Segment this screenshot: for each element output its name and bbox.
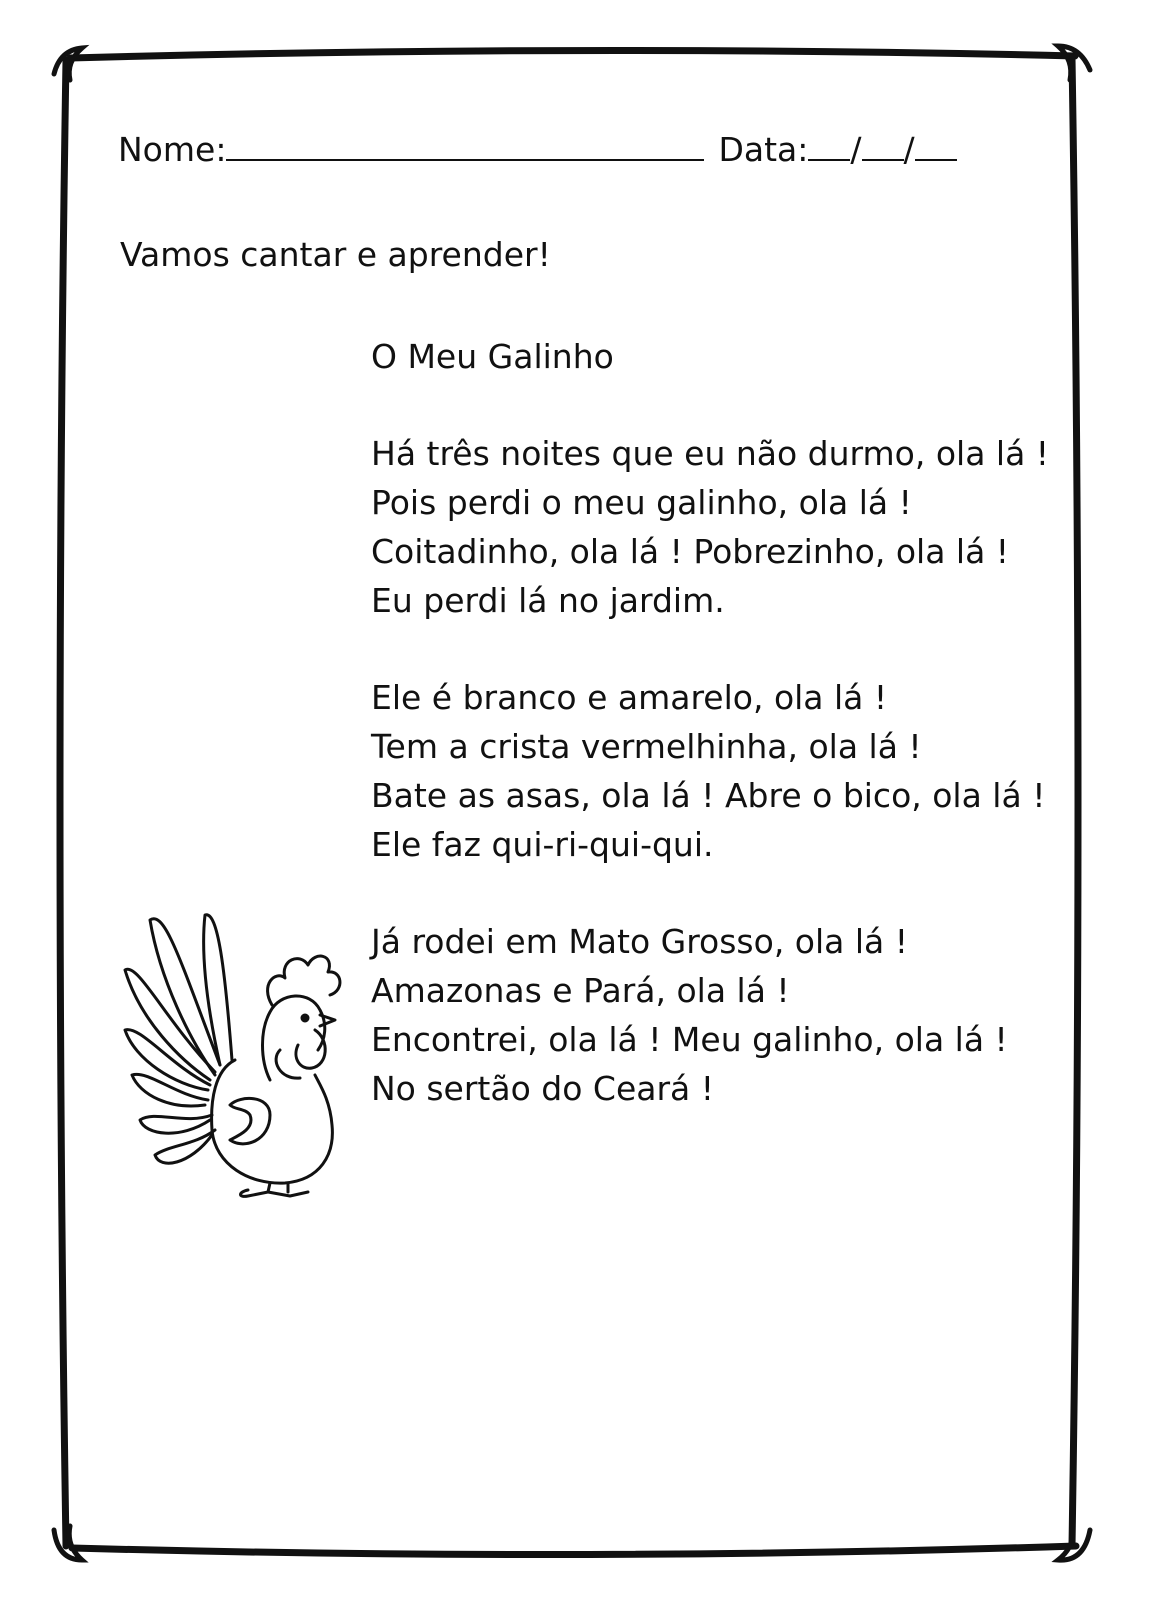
lyric-line: Há três noites que eu não durmo, ola lá !	[371, 434, 1050, 473]
lyric-line: Pois perdi o meu galinho, ola lá !	[371, 483, 912, 522]
date-label: Data:	[718, 130, 809, 169]
lyric-line: Tem a crista vermelhinha, ola lá !	[371, 727, 922, 766]
lyric-line: Eu perdi lá no jardim.	[371, 581, 725, 620]
stanza-3	[371, 917, 1071, 1113]
date-year-blank[interactable]	[915, 129, 957, 161]
lyric-line: No sertão do Ceará !	[371, 1069, 714, 1108]
rooster-icon	[120, 900, 350, 1210]
lyric-line: Coitadinho, ola lá ! Pobrezinho, ola lá !	[371, 532, 1010, 571]
stanza-2	[371, 673, 1071, 869]
lyric-line: Encontrei, ola lá ! Meu galinho, ola lá !	[371, 1020, 1008, 1059]
date-month-blank[interactable]	[862, 129, 904, 161]
name-label: Nome:	[118, 130, 227, 169]
name-blank[interactable]	[226, 129, 704, 161]
lyric-line: Amazonas e Pará, ola lá !	[371, 971, 790, 1010]
song-title: O Meu Galinho	[371, 337, 614, 376]
lyric-line: Já rodei em Mato Grosso, ola lá !	[371, 922, 908, 961]
date-separator: /	[850, 130, 862, 169]
date-day-blank[interactable]	[808, 129, 850, 161]
lyric-line: Ele é branco e amarelo, ola lá !	[371, 678, 888, 717]
header-line	[118, 128, 978, 172]
song	[371, 333, 1071, 1161]
date-separator: /	[903, 130, 915, 169]
lyric-line: Bate as asas, ola lá ! Abre o bico, ola lá !	[371, 776, 1046, 815]
stanza-1	[371, 429, 1071, 625]
lyric-line: Ele faz qui-ri-qui-qui.	[371, 825, 714, 864]
instruction-text: Vamos cantar e aprender!	[120, 235, 551, 274]
